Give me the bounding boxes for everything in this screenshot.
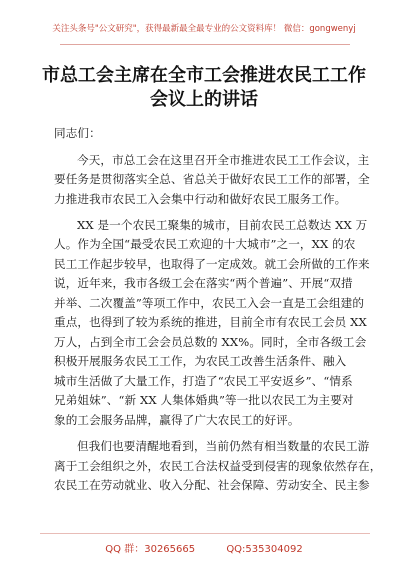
body-line: XX 是一个农民工聚集的城市，目前农民工总数达 XX 万: [77, 218, 368, 232]
body-line: 人。作为全国“最受农民工欢迎的十大城市”之一，XX 的农: [54, 237, 356, 251]
header-promo-note: 关注头条号"公文研究"，获得最新最全最专业的公文资料库！ 微信：gongwenyj: [52, 24, 356, 34]
document-title: [30, 64, 378, 112]
body-line: 兄弟姐妹”、“新 XX 人集体婚典”等一批以农民工为主要对: [54, 393, 354, 407]
body-line: 象的工会服务品牌，赢得了广大农民工的好评。: [54, 413, 300, 427]
title-line-1: 市总工会主席在全市工会推进农民工工作: [42, 65, 366, 86]
salutation: 同志们：: [54, 126, 101, 140]
body-line: 城市生活做了大量工作，打造了“农民工平安返乡”、“情系: [54, 374, 353, 388]
qq-group: QQ 群：30265665: [105, 544, 196, 555]
footer-contact: [0, 540, 408, 555]
body-line: 离于工会组织之外，农民工合法权益受到侵害的现象依然存在，: [54, 459, 382, 473]
body-line: 要任务是贯彻落实全总、省总关于做好农民工工作的部署，全: [54, 172, 370, 186]
body-line: 积极开展服务农民工工作，为农民工改善生活条件、融入: [54, 354, 347, 368]
body-line: 今天，市总工会在这里召开全市推进农民工工作会议，主: [77, 153, 370, 167]
body-line: 力推进我市农民工入会集中行动和做好农民工服务工作。: [54, 192, 347, 206]
body-line: 说，近年来，我市各级工会在落实“两个普遍”、开展“双措: [54, 276, 353, 290]
body-line: 民工工作起步较早，也取得了一定成效。就工会所做的工作来: [54, 257, 370, 271]
qq-number: QQ:535304092: [226, 544, 303, 555]
title-line-2: 会议上的讲话: [150, 89, 258, 110]
header-divider: [60, 44, 350, 45]
body-line: 并举、二次覆盖”等项工作中，农民工入会一直是工会组建的: [54, 296, 365, 310]
body-line: 农民工在劳动就业、收入分配、社会保障、劳动安全、民主参: [54, 478, 370, 492]
body-line: 但我们也要清醒地看到，当前仍然有相当数量的农民工游: [77, 439, 370, 453]
footer-divider: [40, 533, 370, 534]
body-line: 万人，占到全市工会会员总数的 XX%。同时，全市各级工会: [54, 335, 367, 349]
body-line: 重点，也得到了较为系统的推进，目前全市有农民工会员 XX: [54, 315, 367, 329]
